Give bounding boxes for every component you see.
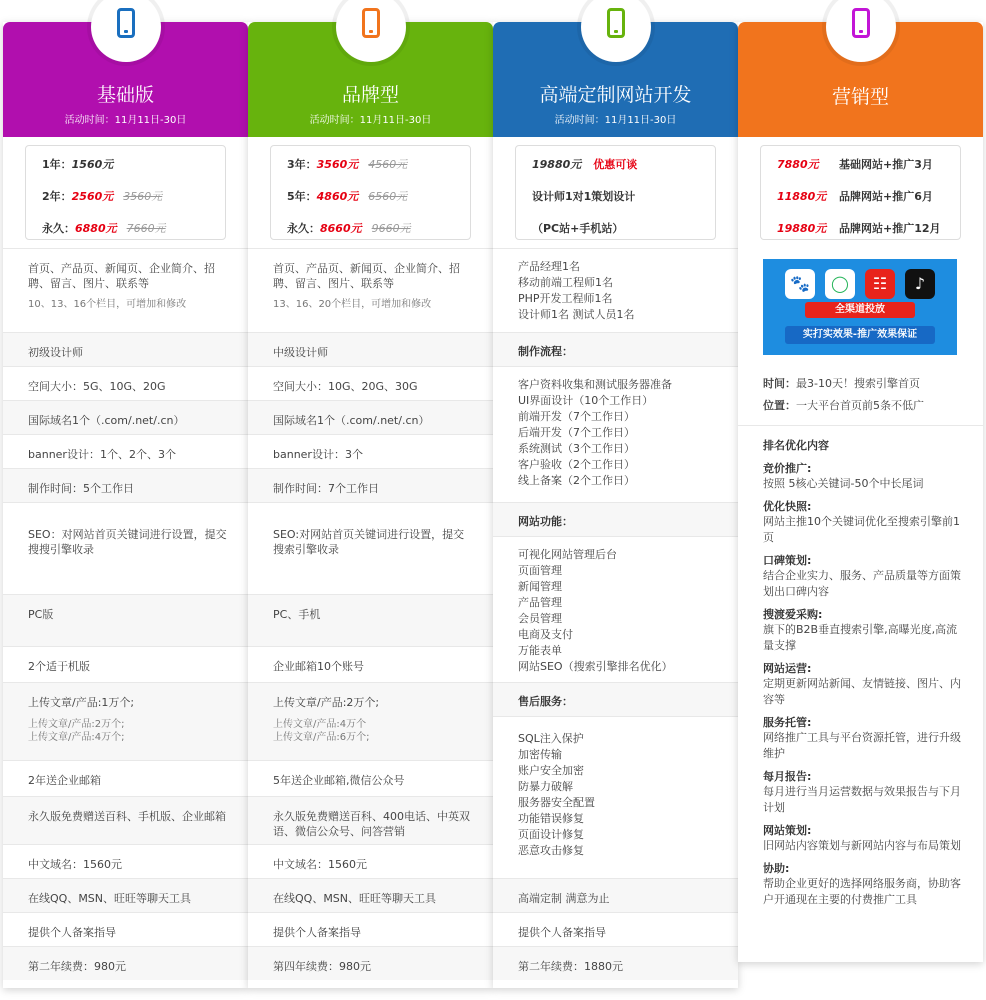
feature-row: 提供个人备案指导 — [248, 912, 493, 946]
price-line — [42, 156, 217, 172]
plan-activity-time: 活动时间：11月11日-30日 — [554, 115, 677, 126]
list-item: 加密传输 — [518, 748, 562, 761]
price-line — [777, 188, 952, 204]
feature-row: 空间大小：5G、10G、20G — [3, 366, 248, 400]
price-value: 6880元 — [75, 222, 117, 235]
icon-circle — [91, 0, 161, 62]
price-line — [287, 188, 462, 204]
optimization-item — [763, 461, 961, 492]
feature-row: 高端定制 满意为止 — [493, 878, 738, 912]
func-section — [493, 536, 738, 682]
list-item: SQL注入保护 — [518, 732, 584, 745]
feature-row: 国际域名1个（.com/.net/.cn） — [248, 400, 493, 434]
price-value: 19880元 — [777, 222, 827, 235]
price-term: 3年： — [287, 158, 317, 171]
item-text: 旗下的B2B垂直搜索引擎,高曝光度,高流量支撑 — [763, 623, 958, 652]
feature-row: 永久版免费赠送百科、手机版、企业邮箱 — [3, 796, 248, 844]
feature-row: 上传文章/产品:1万个; 上传文章/产品:2万个; 上传文章/产品:4万个; — [3, 682, 248, 760]
list-item: 会员管理 — [518, 612, 562, 625]
list-item: 系统测试（3个工作日） — [518, 442, 635, 455]
item-text: 按照 5核心关键词-50个中长尾词 — [763, 477, 924, 490]
feature-row: 2年送企业邮箱 — [3, 760, 248, 796]
list-item: 移动前端工程师1名 — [518, 276, 613, 289]
plan-header — [493, 22, 738, 137]
list-item: 客户资料收集和测试服务器准备 — [518, 378, 672, 391]
price-value: 11880元 — [777, 190, 827, 203]
plan-header — [248, 22, 493, 137]
plan-title: 品牌型 — [341, 84, 399, 106]
price-value: 2560元 — [71, 190, 114, 203]
list-item: 电商及支付 — [518, 628, 573, 641]
func-heading: 网站功能： — [493, 502, 738, 536]
feature-row: 初级设计师 — [3, 332, 248, 366]
plan-marketing — [738, 0, 983, 1000]
promo-banner — [763, 259, 957, 355]
feature-row: 第二年续费：980元 — [3, 946, 248, 980]
feature-row: 首页、产品页、新闻页、企业简介、招聘、留言、图片、联系等 10、13、16个栏目，可增加和修改 — [3, 248, 248, 332]
price-box — [25, 145, 226, 240]
feature-row: 中级设计师 — [248, 332, 493, 366]
item-text: 结合企业实力、服务、产品质量等方面策划出口碑内容 — [763, 569, 961, 598]
feature-row: 首页、产品页、新闻页、企业简介、招聘、留言、图片、联系等 13、16、20个栏目，可增加和修改 — [248, 248, 493, 332]
price-value: 19880元 — [532, 158, 582, 171]
feature-row: 在线QQ、MSN、旺旺等聊天工具 — [3, 878, 248, 912]
plan-title: 高端定制网站开发 — [539, 84, 692, 106]
feature-row: PC版 — [3, 594, 248, 646]
price-line — [777, 220, 952, 236]
team-section — [493, 248, 738, 332]
optimization-item — [763, 769, 961, 816]
baidu-icon: 🐾 — [785, 269, 815, 299]
feature-row: PC、手机 — [248, 594, 493, 646]
feature-row: 第四年续费：980元 — [248, 946, 493, 980]
item-text: 网络推广工具与平台资源托管，进行升级维护 — [763, 731, 961, 760]
banner-pill-all-channel: 全渠道投放 — [805, 302, 915, 318]
feature-row: 在线QQ、MSN、旺旺等聊天工具 — [248, 878, 493, 912]
list-item: 万能表单 — [518, 644, 562, 657]
search-360-icon: ◯ — [825, 269, 855, 299]
banner-pill-effect: 实打实效果-推广效果保证 — [785, 326, 935, 344]
item-heading: 每月报告: — [763, 770, 812, 783]
item-text: 定期更新网站新闻、友情链接、图片、内容等 — [763, 677, 961, 706]
feature-row: 2个适于机版 — [3, 646, 248, 682]
mobile-phone-icon — [362, 8, 380, 38]
plan-title: 营销型 — [831, 86, 889, 108]
feature-row: 中文域名：1560元 — [3, 844, 248, 878]
feature-row: 国际域名1个（.com/.net/.cn） — [3, 400, 248, 434]
flow-section — [493, 366, 738, 502]
feature-row: 5年送企业邮箱,微信公众号 — [248, 760, 493, 796]
price-line — [287, 156, 462, 172]
list-item: 服务器安全配置 — [518, 796, 595, 809]
douyin-icon: ♪ — [905, 269, 935, 299]
divider — [738, 425, 983, 426]
list-item: 防暴力破解 — [518, 780, 573, 793]
price-value: 3560元 — [316, 158, 359, 171]
item-heading: 搜渡爱采购: — [763, 608, 823, 621]
item-text: 每月进行当月运营数据与效果报告与下月计划 — [763, 785, 961, 814]
price-line — [287, 220, 462, 236]
feature-row: 空间大小：10G、20G、30G — [248, 366, 493, 400]
list-item: 新闻管理 — [518, 580, 562, 593]
feature-row: 制作时间：7个工作日 — [248, 468, 493, 502]
feature-row: 提供个人备案指导 — [493, 912, 738, 946]
optimization-item — [763, 715, 961, 762]
list-item: 网站SEO（搜索引擎排名优化） — [518, 660, 673, 673]
item-text: 网站主推10个关键词优化至搜索引擎前1页 — [763, 515, 960, 544]
list-item: 功能错误修复 — [518, 812, 584, 825]
list-item: 产品经理1名 — [518, 260, 580, 273]
item-heading: 口碑策划: — [763, 554, 812, 567]
after-section — [493, 716, 738, 878]
list-item: 后端开发（7个工作日） — [518, 426, 635, 439]
feature-row: 企业邮箱10个账号 — [248, 646, 493, 682]
optimization-item — [763, 499, 961, 546]
item-heading: 协助: — [763, 862, 790, 875]
item-text: 旧网站内容策划与新网站内容与布局策划 — [763, 839, 961, 852]
mobile-phone-icon — [607, 8, 625, 38]
item-heading: 服务托管: — [763, 716, 812, 729]
old-price: 6560元 — [368, 190, 408, 203]
icon-circle — [581, 0, 651, 62]
list-item: UI界面设计（10个工作日） — [518, 394, 654, 407]
price-desc: 品牌网站+推广12月 — [839, 222, 941, 235]
optimization-item — [763, 861, 961, 908]
price-desc: 基础网站+推广3月 — [839, 158, 933, 171]
optimization-item — [763, 553, 961, 600]
old-price: 4560元 — [368, 158, 408, 171]
feature-row: 上传文章/产品:2万个; 上传文章/产品:4万个 上传文章/产品:6万个; — [248, 682, 493, 760]
plan-header — [738, 22, 983, 137]
feature-row: banner设计：1个、2个、3个 — [3, 434, 248, 468]
price-box — [515, 145, 716, 240]
price-tag: 优惠可谈 — [593, 158, 638, 171]
old-price: 9660元 — [371, 222, 411, 235]
price-box — [760, 145, 961, 240]
price-line — [42, 220, 217, 236]
feature-row: 永久版免费赠送百科、400电话、中英双语、微信公众号、问答营销 — [248, 796, 493, 844]
list-item: 前端开发（7个工作日） — [518, 410, 635, 423]
list-item: 客户验收（2个工作日） — [518, 458, 635, 471]
list-item: 账户安全加密 — [518, 764, 584, 777]
feature-row: SEO：对网站首页关键词进行设置，提交搜搜引擎收录 — [3, 502, 248, 594]
plan-custom — [493, 0, 738, 1000]
price-desc: 品牌网站+推广6月 — [839, 190, 933, 203]
mobile-phone-icon — [117, 8, 135, 38]
plan-basic — [3, 0, 248, 1000]
item-text: 帮助企业更好的选择网络服务商，协助客户开通现在主要的付费推广工具 — [763, 877, 961, 906]
price-line — [42, 188, 217, 204]
feature-row: 制作时间：5个工作日 — [3, 468, 248, 502]
feature-row: SEO:对网站首页关键词进行设置，提交搜索引擎收录 — [248, 502, 493, 594]
item-heading: 网站运营: — [763, 662, 812, 675]
price-value: 7880元 — [777, 158, 819, 171]
item-heading: 竞价推广: — [763, 462, 812, 475]
plan-header — [3, 22, 248, 137]
optimization-item — [763, 607, 961, 654]
list-item: 恶意攻击修复 — [518, 844, 584, 857]
price-term: 2年： — [42, 190, 72, 203]
time-line: 时间：最3-10天！搜索引擎首页 位置：一大平台首页前5条不低广 — [763, 377, 924, 412]
list-item: 页面设计修复 — [518, 828, 584, 841]
item-heading: 优化快照: — [763, 500, 812, 513]
price-term: 1年： — [42, 158, 72, 171]
item-heading: 网站策划: — [763, 824, 812, 837]
icon-circle — [826, 0, 896, 62]
price-value: 8660元 — [320, 222, 362, 235]
price-term: 永久： — [42, 222, 75, 235]
list-item: 产品管理 — [518, 596, 562, 609]
feature-row: 提供个人备案指导 — [3, 912, 248, 946]
flow-heading: 制作流程： — [493, 332, 738, 366]
price-term: 5年： — [287, 190, 317, 203]
plan-title: 基础版 — [96, 84, 154, 106]
optimization-item — [763, 661, 961, 708]
list-item: PHP开发工程师1名 — [518, 292, 613, 305]
icon-circle — [336, 0, 406, 62]
price-line — [532, 156, 707, 172]
old-price: 7660元 — [126, 222, 166, 235]
price-value: 1560元 — [71, 158, 114, 171]
optimization-content: 排名优化内容 竞价推广: 按照 5核心关键词-50个中长尾词 优化快照: 网站主推10个关键词优化至搜索引擎前1页 口碑策划: 结合企业实力、服务、产品质量等方面策划出口碑内容 搜渡爱采购: 旗下的B2B垂直搜索引擎,高曝光度,高流量支撑 网站运营: 定期更新网站新闻、友情链接、图片、内容等 服务托管: 网络推广工具与平台资源托管，进行升级维护 每月报告: 每月进行当月运营数据与效果报告与下月计划 网站策划: 旧网站内容策划与新网站内容与布局策划 协助: 帮助企业更好的选择网络服务商，协助客户开通现在主要的付费推广工具 — [763, 439, 961, 906]
old-price: 3560元 — [123, 190, 163, 203]
feature-row: banner设计：3个 — [248, 434, 493, 468]
list-item: 线上备案（2个工作日） — [518, 474, 635, 487]
list-item: 页面管理 — [518, 564, 562, 577]
price-line: 设计师1对1策划设计 — [532, 190, 636, 203]
feature-row: 中文域名：1560元 — [248, 844, 493, 878]
plan-activity-time: 活动时间：11月11日-30日 — [309, 115, 432, 126]
price-term: 永久： — [287, 222, 320, 235]
price-box — [270, 145, 471, 240]
feature-row: 第二年续费：1880元 — [493, 946, 738, 980]
price-line — [777, 156, 952, 172]
after-heading: 售后服务： — [493, 682, 738, 716]
list-item: 可视化网站管理后台 — [518, 548, 617, 561]
plan-activity-time: 活动时间：11月11日-30日 — [64, 115, 187, 126]
toutiao-icon: ☷ — [865, 269, 895, 299]
mobile-phone-icon — [852, 8, 870, 38]
optimization-item — [763, 823, 961, 854]
price-value: 4860元 — [316, 190, 359, 203]
plan-brand — [248, 0, 493, 1000]
price-line: （PC站+手机站） — [532, 222, 624, 235]
list-item: 设计师1名 测试人员1名 — [518, 308, 635, 321]
